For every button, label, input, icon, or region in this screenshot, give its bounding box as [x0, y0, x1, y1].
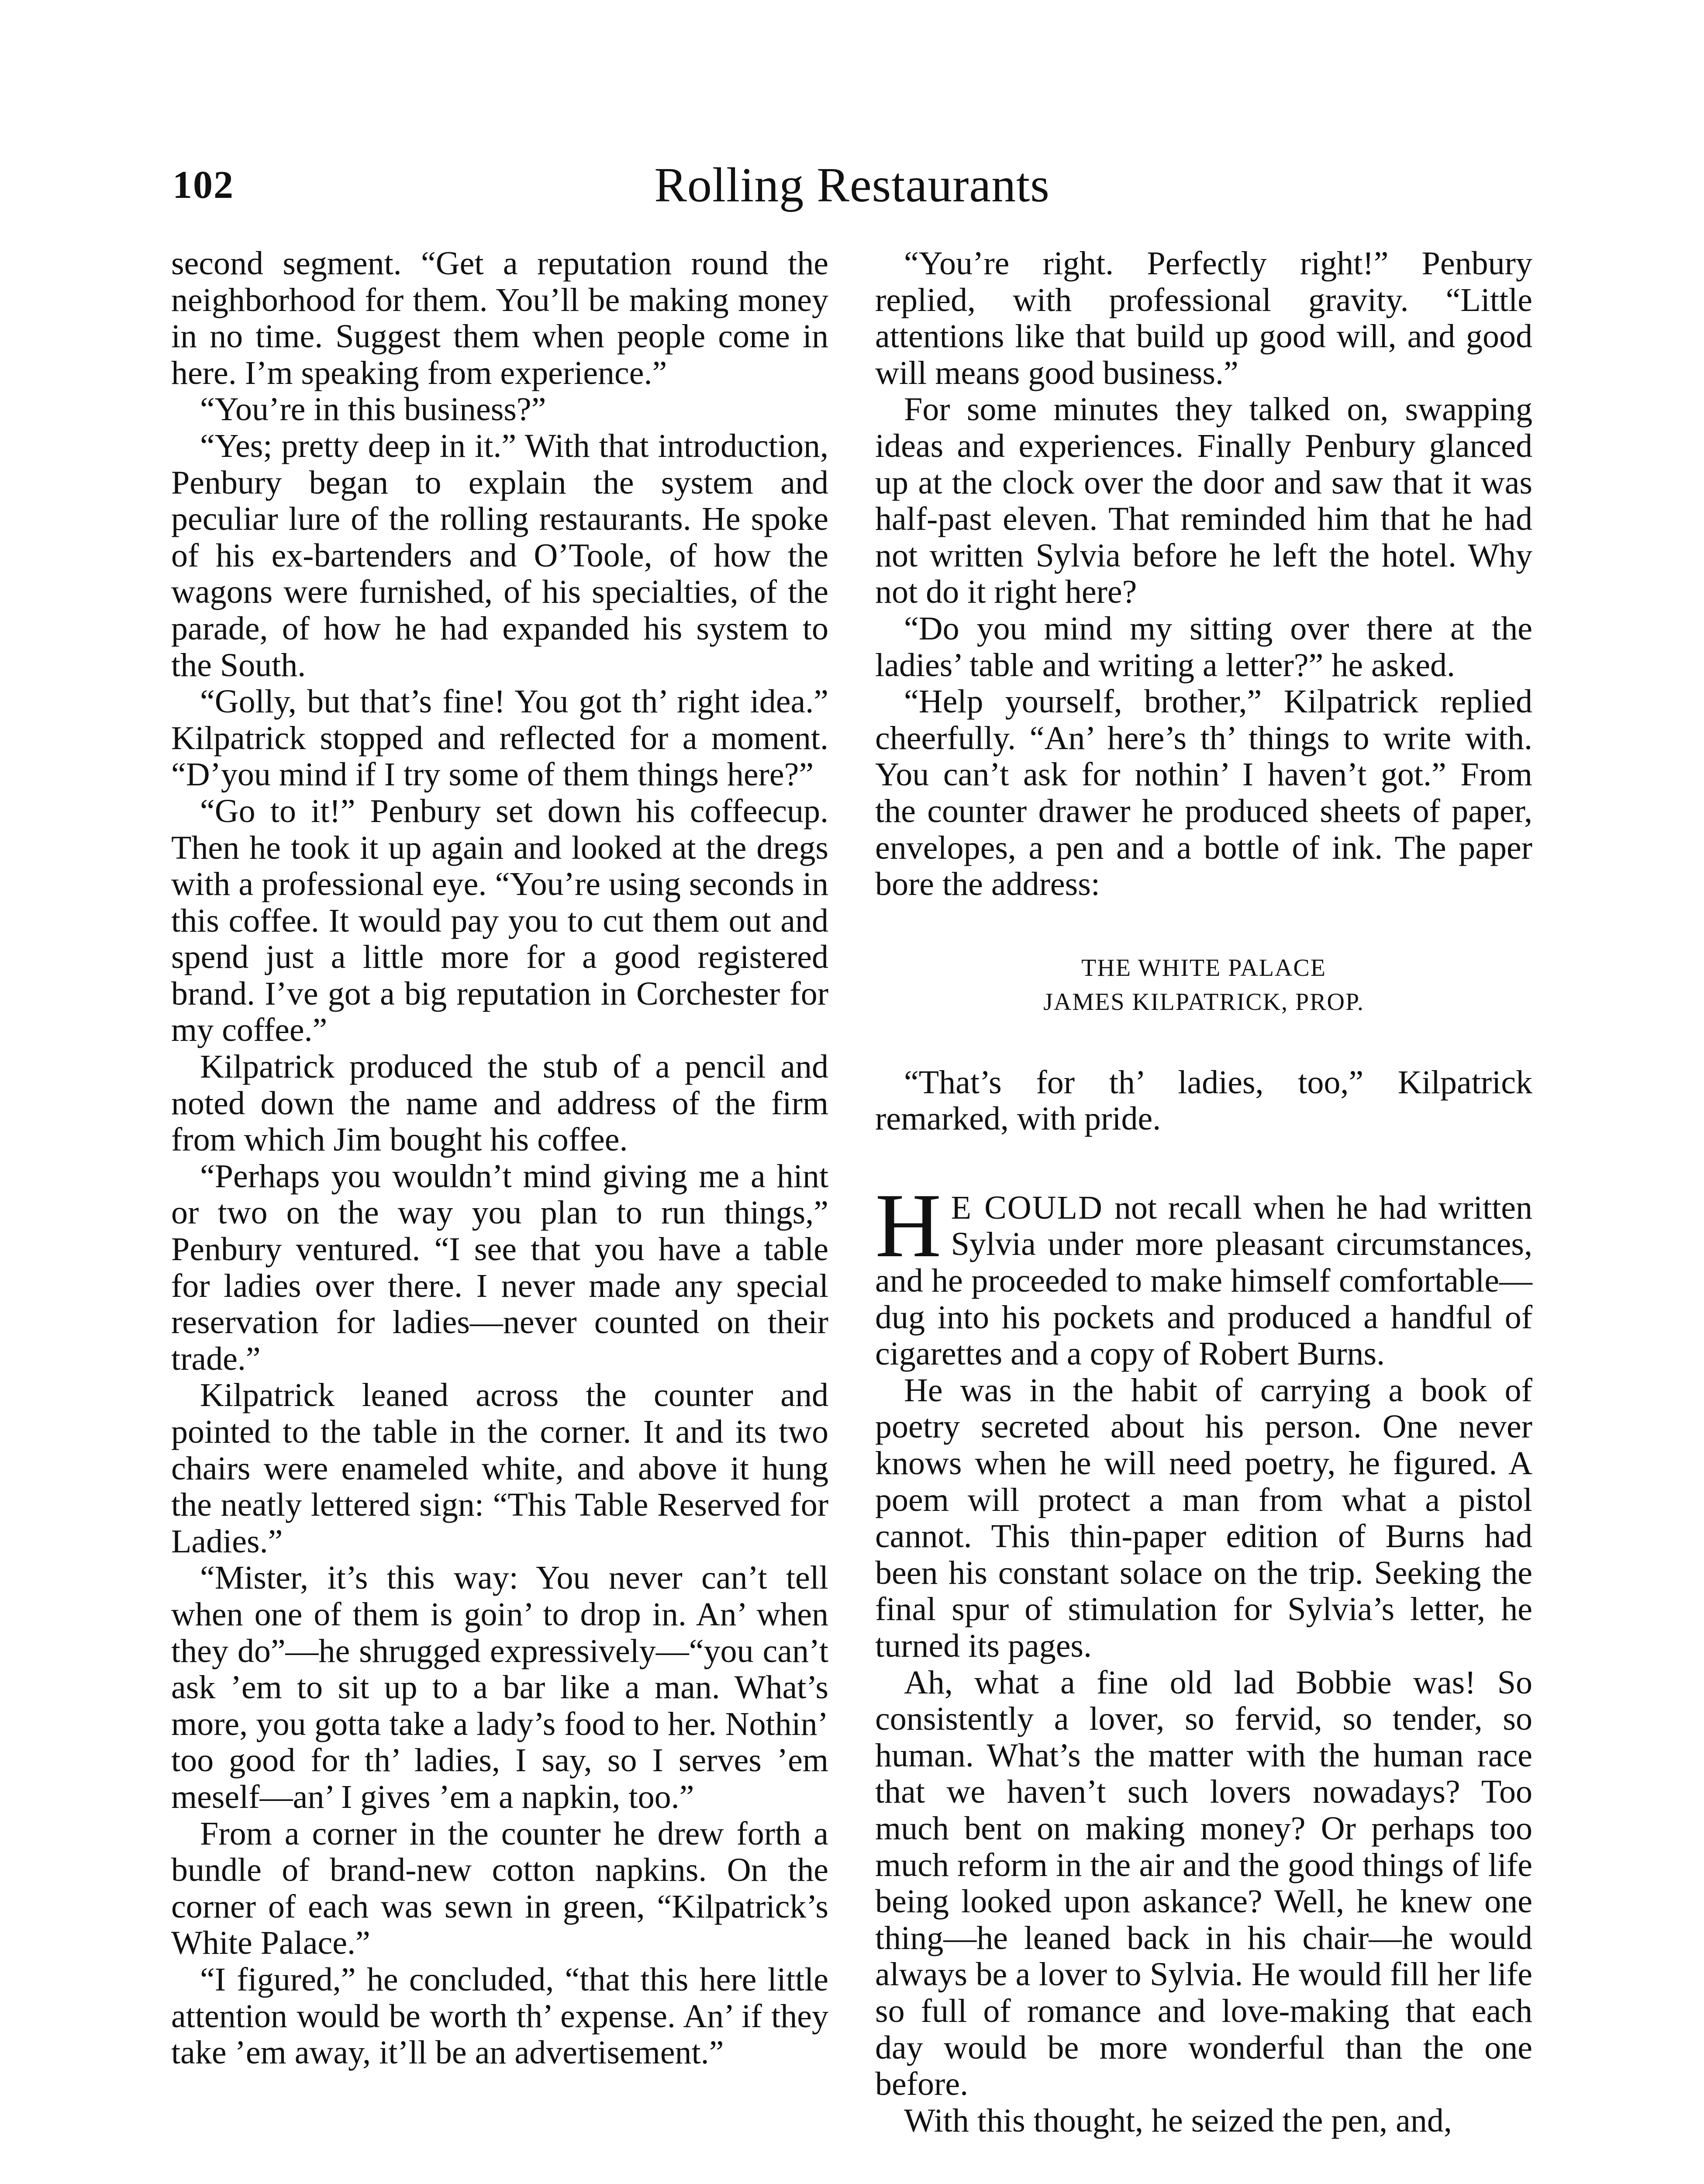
paragraph: “Do you mind my sitting over there at the ladies’ table and writing a letter?” he asked. [875, 610, 1532, 684]
paragraph: He was in the habit of carrying a book of poetry secreted about his person. One never knows when he will need poetry, he figured. A poem will protect a man from what a pistol cannot. This thin-paper edition of Burns had been his constant solace on the trip. Seeking the final spur of stimulation for Sylvia’s letter, he turned its pages. [875, 1372, 1532, 1664]
paragraph: For some minutes they talked on, swapping ideas and experiences. Finally Penbury glanced up at the clock over the door and saw that it was half-past eleven. That reminded him that he had not written Sylvia before he left the hotel. Why not do it right here? [875, 391, 1532, 611]
paragraph: “I figured,” he concluded, “that this here little attention would be worth th’ expense. An’ if they take ’em away, it’ll be an advertisement.” [171, 1961, 828, 2071]
section-opening-paragraph [875, 1175, 1532, 1372]
paragraph: “That’s for th’ ladies, too,” Kilpatrick remarked, with pride. [875, 1064, 1532, 1137]
paragraph: From a corner in the counter he drew forth a bundle of brand-new cotton napkins. On the corner of each was sewn in green, “Kilpatrick’s White Palace.” [171, 1815, 828, 1962]
paragraph: “Yes; pretty deep in it.” With that introduction, Penbury began to explain the system and peculiar lure of the rolling restaurants. He spoke of his ex-bartenders and O’Toole, of how the wagons were furnished, of his specialties, of the parade, of how he had expanded his system to the South. [171, 427, 828, 684]
running-head: Rolling Restaurants [654, 158, 1050, 212]
paragraph: second segment. “Get a reputation round the neighborhood for them. You’ll be making money in no time. Suggest them when people come in here. I’m speaking from experience.” [171, 245, 828, 391]
paragraph: Kilpatrick leaned across the counter and pointed to the table in the corner. It and its two chairs were enameled white, and above it hung the neatly lettered sign: “This Table Reserved for Ladies.” [171, 1377, 828, 1560]
drop-cap: H [875, 1175, 942, 1276]
left-column [171, 245, 828, 2071]
paragraph: “You’re in this business?” [200, 391, 546, 428]
paragraph: “You’re right. Perfectly right!” Penbury replied, with professional gravity. “Little attentions like that build up good will, and good will means good business.” [875, 245, 1532, 391]
paragraph: “Help yourself, brother,” Kilpatrick replied cheerfully. “An’ here’s th’ things to write with. You can’t ask for nothin’ I haven’t got.” From the counter drawer he produced sheets of paper, envelopes, a pen and a bottle of ink. The paper bore the address: [875, 683, 1532, 903]
paragraph-text: not recall when he had written Sylvia under more pleasant circumstances, and he proceeded to make himself comfortable—dug into his pockets and produced a handful of cigarettes and a copy of Robert Burns. [875, 1189, 1532, 1372]
right-column [875, 245, 1532, 2139]
paragraph: “Go to it!” Penbury set down his coffeecup. Then he took it up again and looked at the dregs with a professional eye. “You’re using seconds in this coffee. It would pay you to cut them out and spend just a little more for a good registered brand. I’ve got a big reputation in Corchester for my coffee.” [171, 792, 828, 1049]
paragraph: Ah, what a fine old lad Bobbie was! So consistently a lover, so fervid, so tender, so human. What’s the matter with the human race that we haven’t such lovers nowadays? Too much bent on making money? Or perhaps too much reform in the air and the good things of life being looked upon askance? Well, he knew one thing—he leaned back in his chair—he would always be a lover to Sylvia. He would fill her life so full of romance and love-making that each day would be more wonderful than the one before. [875, 1664, 1532, 2103]
letterhead-address [875, 951, 1532, 1019]
page-number: 102 [172, 163, 234, 207]
paragraph: “Mister, it’s this way: You never can’t tell when one of them is goin’ to drop in. An’ when they do”—he shrugged expressively—“you can’t ask ’em to sit up to a bar like a man. What’s more, you gotta take a lady’s food to her. Nothin’ too good for th’ ladies, I say, so I serves ’em meself—an’ I gives ’em a napkin, too.” [171, 1559, 828, 1815]
lead-in: E COULD [951, 1189, 1103, 1226]
paragraph: With this thought, he seized the pen, and, [904, 2102, 1452, 2139]
paragraph: “Perhaps you wouldn’t mind giving me a hint or two on the way you plan to run things,” Penbury ventured. “I see that you have a table for ladies over there. I never made any special reservation for ladies—never counted on their trade.” [171, 1158, 828, 1377]
paragraph: “Golly, but that’s fine! You got th’ right idea.” Kilpatrick stopped and reflected for a moment. “D’you mind if I try some of them things here?” [171, 683, 828, 793]
address-line: JAMES KILPATRICK, PROP. [1043, 988, 1364, 1016]
address-line: THE WHITE PALACE [1081, 954, 1326, 981]
paragraph: Kilpatrick produced the stub of a pencil and noted down the name and address of the firm from which Jim bought his coffee. [171, 1048, 828, 1158]
